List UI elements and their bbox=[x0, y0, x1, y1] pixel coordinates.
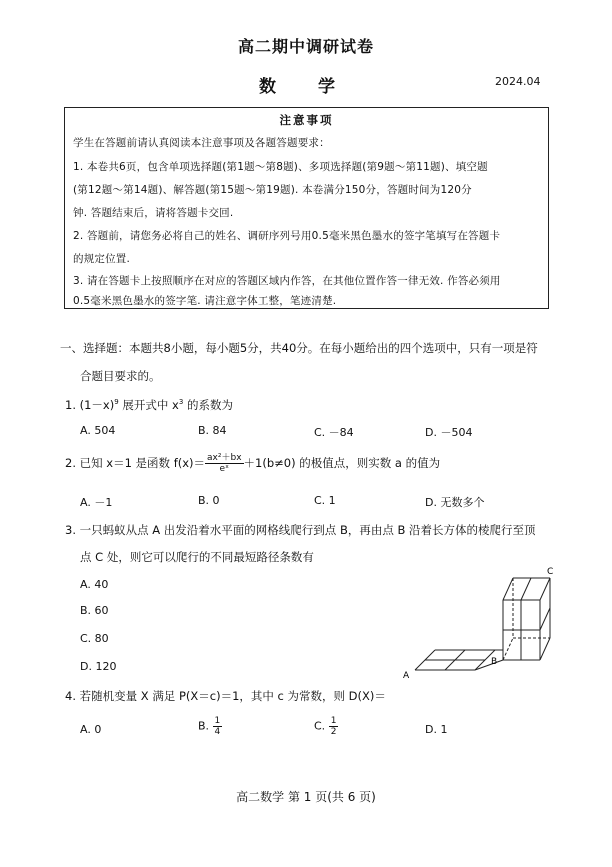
q1-option-b: B. 84 bbox=[198, 424, 227, 437]
q2-numerator: ax²＋bx bbox=[207, 453, 242, 463]
q2-fraction bbox=[205, 453, 244, 474]
q4-option-b bbox=[198, 716, 222, 737]
notice-heading: 注意事项 bbox=[279, 113, 334, 127]
exam-date: 2024.04 bbox=[495, 75, 541, 88]
q1-option-d: D. －504 bbox=[425, 426, 473, 439]
notice-line: 2. 答题前，请您务必将自己的姓名、调研序列号用0.5毫米黑色墨水的签字笔填写在答题卡 bbox=[73, 230, 501, 242]
notice-line: 0.5毫米黑色墨水的签字笔. 请注意字体工整，笔迹清楚. bbox=[73, 295, 337, 307]
fraction-denominator: 4 bbox=[214, 727, 221, 737]
notice-line: 的规定位置. bbox=[73, 253, 131, 265]
q1-exp: 9 bbox=[114, 398, 119, 407]
q1-option-a: A. 504 bbox=[80, 424, 116, 437]
q1-option-c: C. －84 bbox=[314, 426, 354, 439]
q4-option-c-fraction bbox=[329, 716, 339, 737]
q2-option-b: B. 0 bbox=[198, 494, 220, 507]
notice-line: (第12题～第14题)、解答题(第15题～第19题). 本卷满分150分，答题时间为120分 bbox=[73, 184, 472, 196]
q2-prefix: 2. 已知 x＝1 是函数 f(x)＝ bbox=[65, 456, 206, 470]
point-c-label: C bbox=[547, 567, 554, 577]
exam-title: 高二期中调研试卷 bbox=[237, 37, 374, 56]
q4-option-b-label: B. bbox=[198, 719, 210, 733]
q1-mid: 展开式中 x bbox=[118, 398, 179, 412]
fraction-denominator: 2 bbox=[330, 727, 337, 737]
notice-line: 1. 本卷共6页，包含单项选择题(第1题～第8题)、多项选择题(第9题～第11题)、填空题 bbox=[73, 161, 488, 173]
q3-option-b: B. 60 bbox=[80, 604, 109, 617]
point-b-label: B bbox=[491, 657, 498, 667]
q2-suffix: ＋1(b≠0) 的极值点，则实数 a 的值为 bbox=[243, 456, 441, 470]
q4-option-c bbox=[314, 716, 338, 737]
q2-option-d: D. 无数多个 bbox=[425, 496, 485, 509]
question-3-cont: 点 C 处，则它可以爬行的不同最短路径条数有 bbox=[80, 550, 314, 564]
fraction-numerator: 1 bbox=[330, 716, 337, 726]
question-3: 3. 一只蚂蚁从点 A 出发沿着水平面的网格线爬行到点 B，再由点 B 沿着长方体的棱爬行至顶 bbox=[65, 523, 536, 537]
q2-option-a: A. －1 bbox=[80, 496, 113, 509]
point-a-label: A bbox=[403, 671, 410, 681]
q3-option-a: A. 40 bbox=[80, 578, 109, 591]
q4-option-c-label: C. bbox=[314, 719, 326, 733]
q4-option-a: A. 0 bbox=[80, 723, 102, 736]
q3-option-d: D. 120 bbox=[80, 660, 117, 673]
q1-prefix: 1. (1－x) bbox=[65, 398, 115, 412]
section-instruction: 一、选择题：本题共8小题，每小题5分，共40分。在每小题给出的四个选项中，只有一项是符 bbox=[60, 341, 538, 355]
q3-option-c: C. 80 bbox=[80, 632, 109, 645]
question-4: 4. 若随机变量 X 满足 P(X＝c)＝1，其中 c 为常数，则 D(X)＝ bbox=[65, 689, 386, 703]
q2-option-c: C. 1 bbox=[314, 494, 336, 507]
fraction-numerator: 1 bbox=[214, 716, 221, 726]
q1-exp: 3 bbox=[178, 398, 184, 407]
q4-option-d: D. 1 bbox=[425, 723, 448, 736]
cuboid-grid-figure bbox=[395, 560, 565, 685]
q1-suffix: 的系数为 bbox=[183, 398, 233, 412]
notice-line: 钟. 答题结束后，请将答题卡交回. bbox=[73, 207, 234, 219]
notice-line: 学生在答题前请认真阅读本注意事项及各题答题要求： bbox=[73, 137, 330, 149]
subject-title: 数 学 bbox=[259, 77, 353, 97]
question-1 bbox=[65, 397, 233, 413]
question-2 bbox=[65, 453, 440, 474]
page-footer: 高二数学 第 1 页(共 6 页) bbox=[236, 790, 376, 804]
q4-option-b-fraction bbox=[213, 716, 223, 737]
notice-line: 3. 请在答题卡上按照顺序在对应的答题区域内作答，在其他位置作答一律无效. 作答必须用 bbox=[73, 275, 501, 287]
notice-box bbox=[64, 107, 549, 309]
q2-denominator: eˣ bbox=[219, 464, 230, 474]
section-instruction-cont: 合题目要求的。 bbox=[80, 369, 161, 383]
